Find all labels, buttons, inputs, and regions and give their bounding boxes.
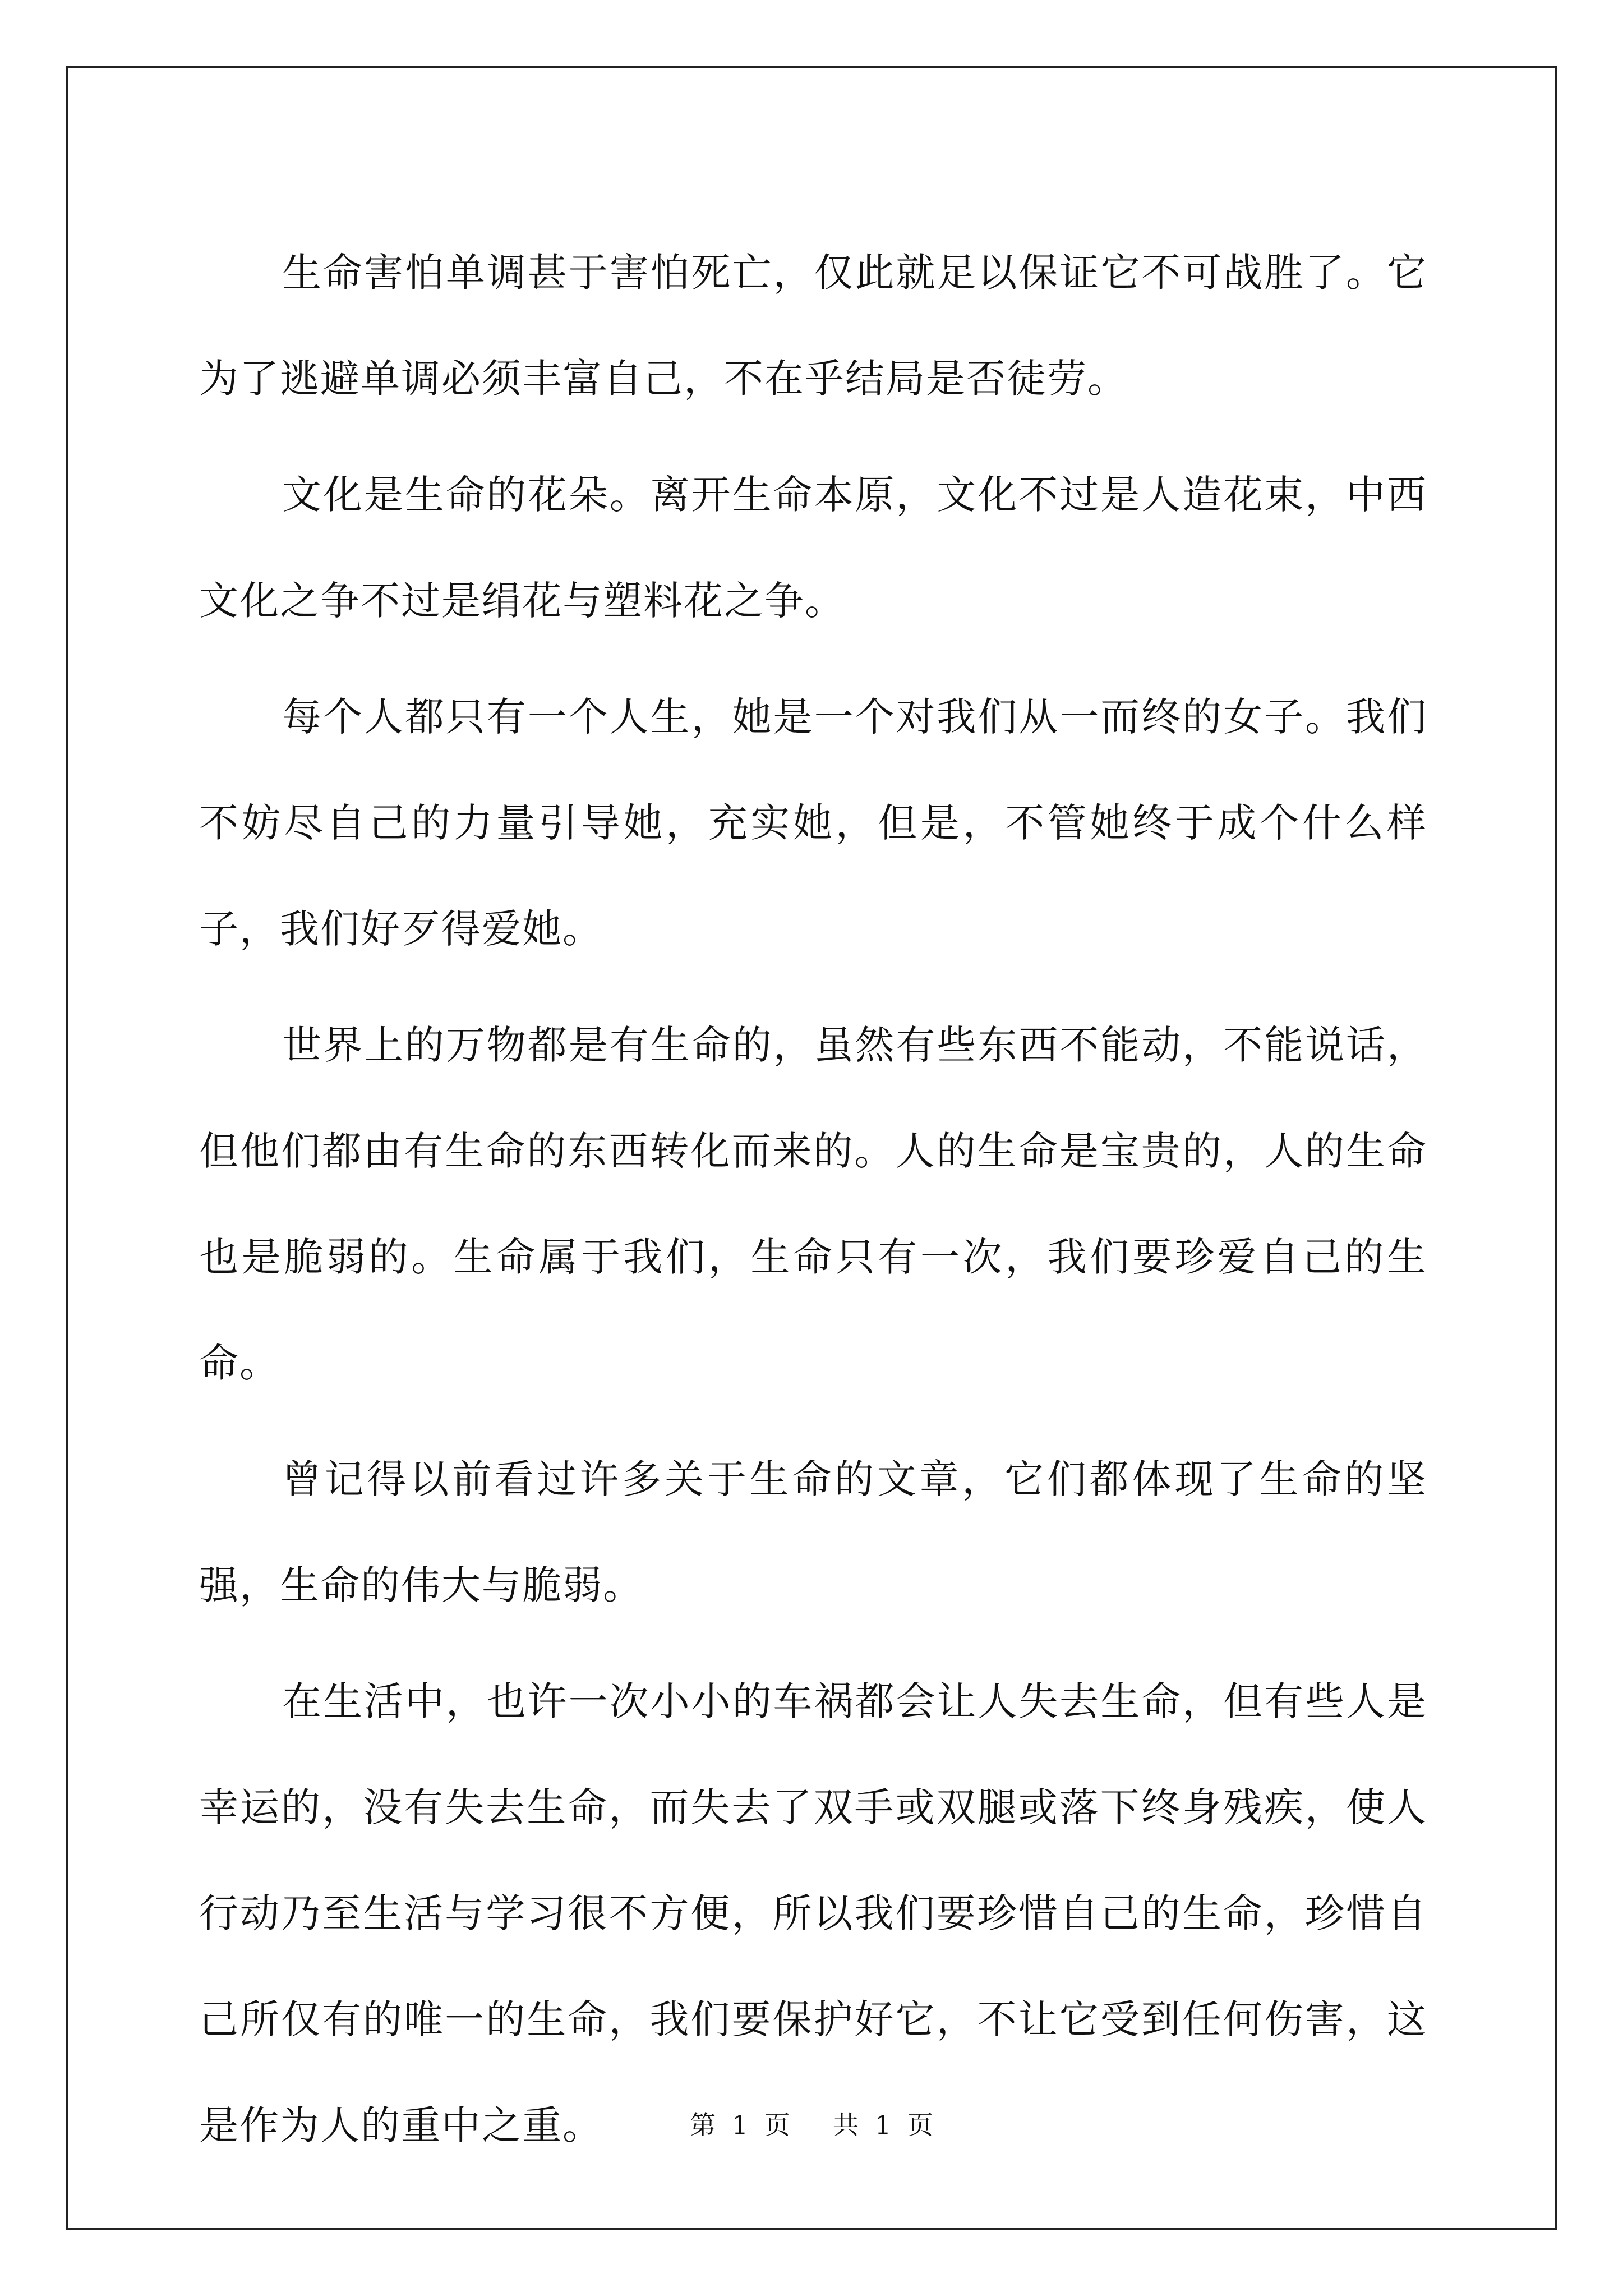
paragraph-5: 曾记得以前看过许多关于生命的文章，它们都体现了生命的坚强，生命的伟大与脆弱。	[199, 1456, 1427, 1608]
paragraph-2: 文化是生命的花朵。离开生命本原，文化不过是人造花束，中西文化之争不过是绢花与塑料花之争。	[199, 472, 1427, 624]
paragraph-6: 在生活中，也许一次小小的车祸都会让人失去生命，但有些人是幸运的，没有失去生命，而失去了双手或双腿或落下终身残疾，使人行动乃至生活与学习很不方便，所以我们要珍惜自己的生命，珍惜自己所仅有的唯一的生命，我们要保护好它，不让它受到任何伤害，这是作为人的重中之重。	[199, 1678, 1427, 2148]
document-body	[199, 220, 1427, 2189]
paragraph-3: 每个人都只有一个人生，她是一个对我们从一而终的女子。我们不妨尽自己的力量引导她，充实她，但是，不管她终于成个什么样子，我们好歹得爱她。	[199, 694, 1427, 952]
paragraph-1: 生命害怕单调甚于害怕死亡，仅此就足以保证它不可战胜了。它为了逃避单调必须丰富自己，不在乎结局是否徒劳。	[199, 250, 1427, 402]
page-number: 第 1 页	[690, 2110, 790, 2140]
page-total: 共 1 页	[833, 2110, 933, 2140]
paragraph-4: 世界上的万物都是有生命的，虽然有些东西不能动，不能说话，但他们都由有生命的东西转化而来的。人的生命是宝贵的，人的生命也是脆弱的。生命属于我们，生命只有一次，我们要珍爱自己的生命。	[199, 1022, 1427, 1386]
page-footer	[0, 2105, 1623, 2142]
